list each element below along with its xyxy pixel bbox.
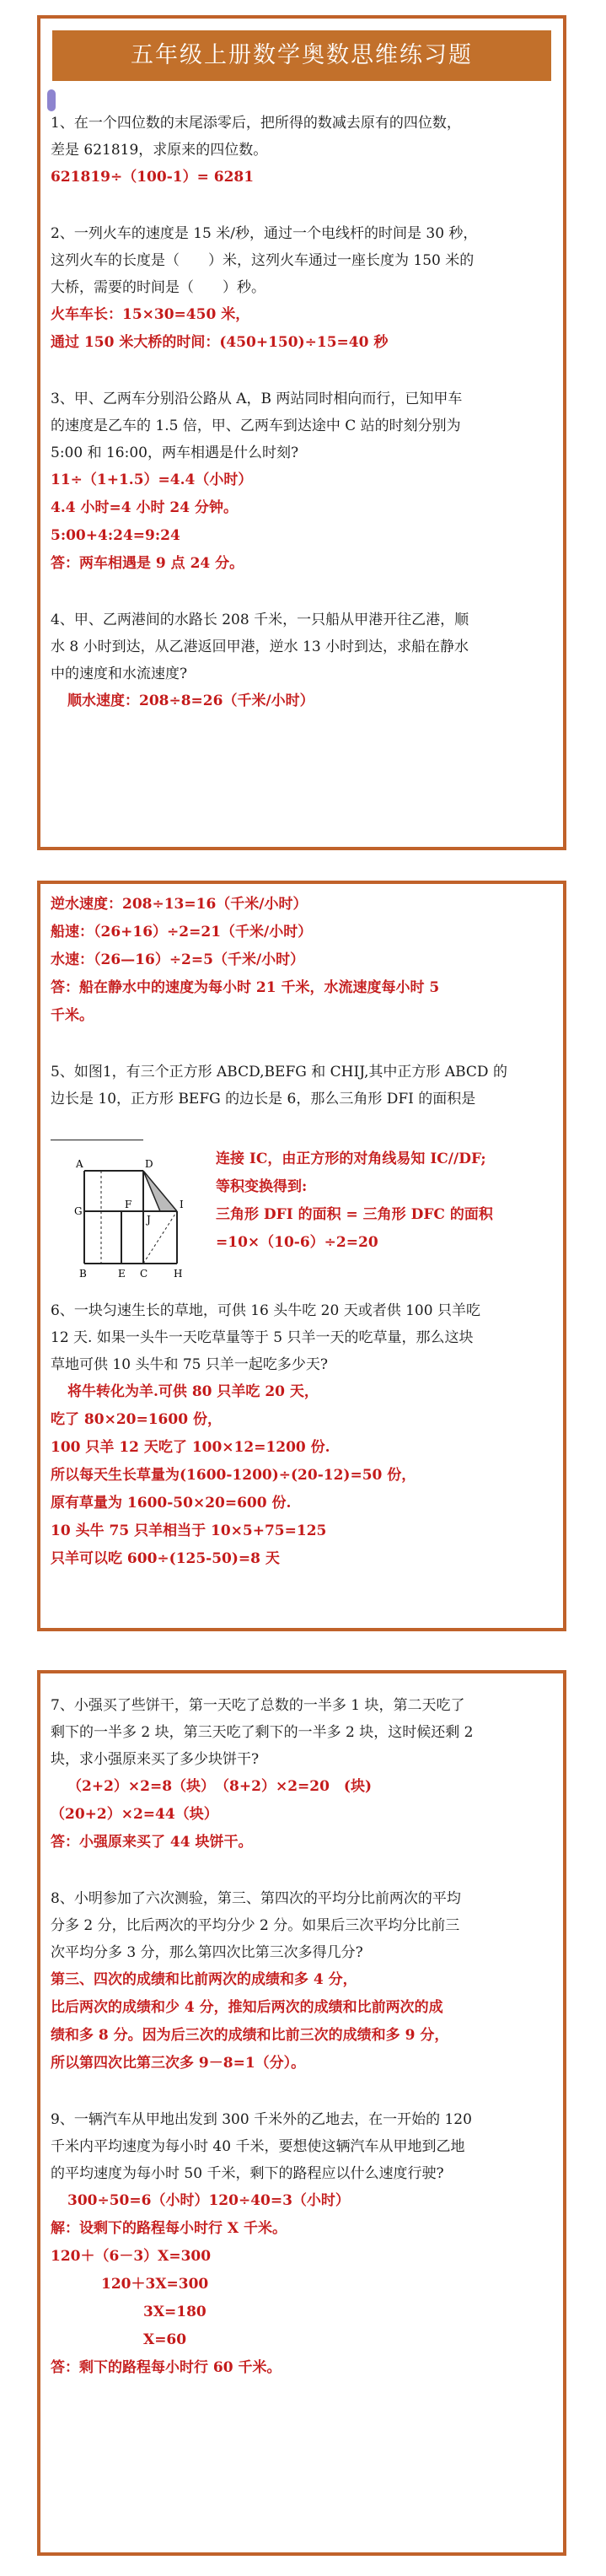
answer-2: 火车车长：15×30=450 米， 通过 150 米大桥的时间：(450+150)÷15=40 秒 (51, 306, 389, 351)
scroll-marker (47, 89, 56, 111)
label-j: J (147, 1214, 151, 1226)
question-9: 9、一辆汽车从甲地出发到 300 千米外的乙地去，在一开始的 120 千米内平均速度为每小时 40 千米，要想使这辆汽车从甲地到乙地 的平均速度为每小时 50 千米，剩下的路程应以什么速度行驶? (51, 2111, 472, 2182)
card-2 (37, 881, 566, 1631)
label-h: H (174, 1268, 183, 1280)
label-d: D (145, 1158, 153, 1170)
label-a: A (76, 1158, 83, 1170)
label-c: C (140, 1268, 148, 1280)
question-2: 2、一列火车的速度是 15 米/秒，通过一个电线杆的时间是 30 秒， 这列火车的长度是（ ）米，这列火车通过一座长度为 150 米的 大桥，需要的时间是（ ）秒。 (51, 225, 478, 296)
card-1 (37, 15, 566, 850)
answer-4-continued: 逆水速度：208÷13=16（千米/小时） 船速：（26+16）÷2=21（千米/小时） 水速：（26—16）÷2=5（千米/小时） 答：船在静水中的速度为每小时 21 千米，水流速度每小时 5 千米。 (51, 896, 440, 1024)
page-title: 五年级上册数学奥数思维练习题 (52, 30, 551, 81)
answer-blank (51, 1113, 143, 1140)
answer-4: 顺水速度：208÷8=26（千米/小时） (67, 693, 314, 709)
question-3: 3、甲、乙两车分别沿公路从 A，B 两站同时相向而行，已知甲车 的速度是乙车的 1.5 倍，甲、乙两车到达途中 C 站的时刻分别为 5:00 和 16:00，两车相遇是什么时刻? (51, 391, 463, 461)
answer-8: 第三、四次的成绩和比前两次的成绩和多 4 分， 比后两次的成绩和少 4 分，推知后两次的成绩和比前两次的成 绩和多 8 分。因为后三次的成绩和比前三次的成绩和多 9 分， 所以第四次比第三次多 9－8=1（分）。 (51, 1971, 449, 2072)
answer-6: 将牛转化为羊.可供 80 只羊吃 20 天， 吃了 80×20=1600 份， 100 只羊 12 天吃了 100×12=1200 份. 所以每天生长草量为(1600-1200)÷(20-12)=50 份， 原有草量为 1600-50×20=600 份. 10 头牛 75 只羊相当于 10×5+75=125 只羊可以吃 600÷(125-50)=8 天 (51, 1383, 416, 1567)
label-f: F (125, 1199, 132, 1210)
label-g: G (74, 1205, 83, 1217)
label-b: B (79, 1268, 87, 1280)
question-1: 1、在一个四位数的末尾添零后，把所得的数减去原有的四位数， 差是 621819，求原来的四位数。 (51, 115, 461, 159)
label-i: I (180, 1199, 184, 1210)
question-5: 5、如图1，有三个正方形 ABCD,BEFG 和 CHIJ,其中正方形 ABCD 的 边长是 10，正方形 BEFG 的边长是 6，那么三角形 DFI 的面积是 (51, 1059, 553, 1140)
answer-9: 300÷50=6（小时）120÷40=3（小时） 解：设剩下的路程每小时行 X 千米。 120＋（6－3）X=300 120＋3X=300 3X=180 X=60 答：剩下的路程每小时行 60 千米。 (51, 2192, 350, 2376)
card-3 (37, 1670, 566, 2556)
square-figure (51, 1145, 211, 1280)
answer-5: 连接 IC，由正方形的对角线易知 IC//DF; 等积变换得到: 三角形 DFI 的面积 = 三角形 DFC 的面积 =10×（10-6）÷2=20 (216, 1151, 493, 1251)
label-e: E (118, 1268, 126, 1280)
question-7: 7、小强买了些饼干，第一天吃了总数的一半多 1 块，第二天吃了 剩下的一半多 2 块，第三天吃了剩下的一半多 2 块，这时候还剩 2 块，求小强原来买了多少块饼干? (51, 1697, 474, 1768)
answer-3: 11÷（1+1.5）=4.4（小时） 4.4 小时=4 小时 24 分钟。 5:00+4:24=9:24 答：两车相遇是 9 点 24 分。 (51, 472, 253, 572)
question-6: 6、一块匀速生长的草地，可供 16 头牛吃 20 天或者供 100 只羊吃 12 天. 如果一头牛一天吃草量等于 5 只羊一天的吃草量，那么这块 草地可供 10 头牛和 75 只羊一起吃多少天? (51, 1302, 480, 1373)
answer-1: 621819÷（100-1）= 6281 (51, 169, 255, 186)
question-8: 8、小明参加了六次测验，第三、第四次的平均分比前两次的平均 分多 2 分，比后两次的平均分少 2 分。如果后三次平均分比前三 次平均分多 3 分，那么第四次比第三次多得几分? (51, 1890, 461, 1961)
answer-7: （2+2）×2=8（块） （8+2）×2=20 (块) （20+2）×2=44（块） 答：小强原来买了 44 块饼干。 (51, 1778, 373, 1851)
question-4: 4、甲、乙两港间的水路长 208 千米，一只船从甲港开往乙港，顺 水 8 小时到达，从乙港返回甲港，逆水 13 小时到达，求船在静水 中的速度和水流速度? (51, 612, 469, 682)
